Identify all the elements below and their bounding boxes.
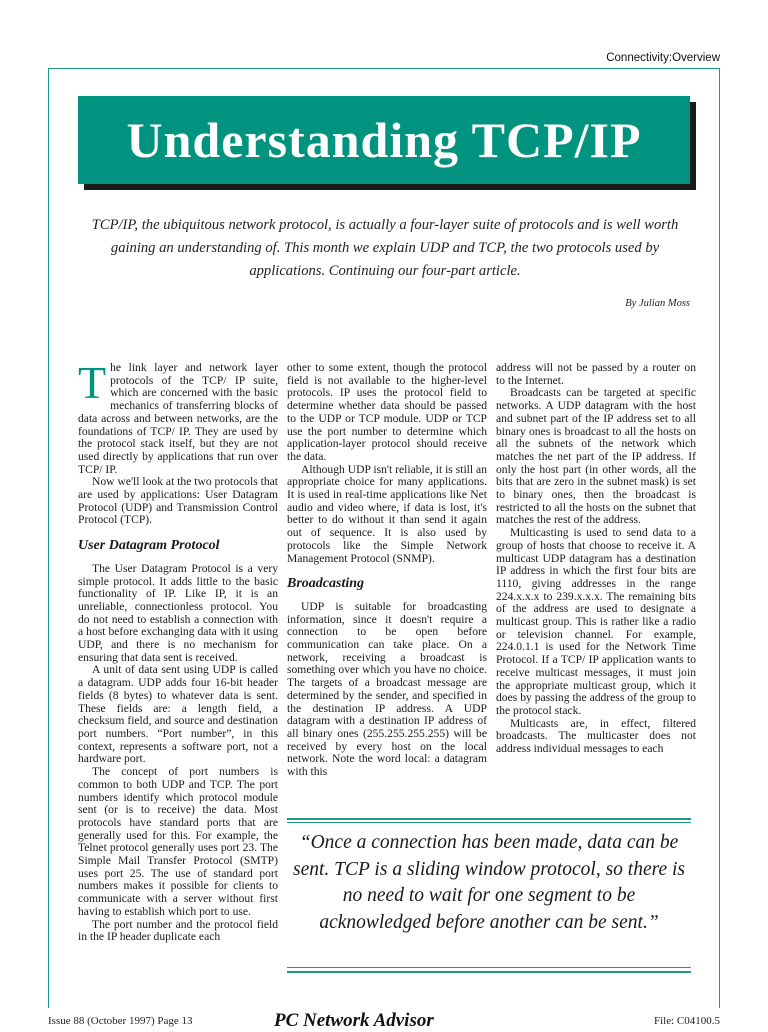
paragraph: Multicasts are, in effect, filtered broadcasts. The multicaster does not address individual messages to each <box>496 716 696 756</box>
title-banner <box>78 96 690 184</box>
footer-file: File: C04100.5 <box>653 1015 720 1027</box>
paragraph: The User Datagram Protocol is a very simple protocol. It adds little to the basic functionality of IP. Like IP, it is an unreliable, connectionless protocol. You do not need to establish a connection with a host before exchanging data with it using UDP, and there is no mechanism for ensuring that data sent is received. <box>78 561 278 664</box>
column-1 <box>78 357 278 944</box>
column-3 <box>496 362 696 756</box>
pull-quote: “Once a connection has been made, data can be sent. TCP is a sliding window protocol, so there is no need to wait for one segment to be acknowledged before another can be sent.” <box>292 832 686 933</box>
column-2 <box>287 362 487 779</box>
quote-rule-top <box>287 818 691 820</box>
quote-rule-bottom-thin <box>287 967 691 968</box>
article-title: Understanding TCP/IP <box>126 112 642 168</box>
quote-rule-top-thin <box>287 822 691 823</box>
paragraph: The link layer and network layer protocols of the TCP/ IP suite, which are concerned with the basic mechanics of transferring blocks of data across and between networks, are the foundations of TCP/ IP. They are used by the protocol stack itself, but they are not used directly by applications that run over TCP/ IP. <box>78 357 278 476</box>
paragraph: A unit of data sent using UDP is called a datagram. UDP adds four 16-bit header fields (8 bytes) to whatever data is sent. These fields are: a length field, a checksum field, and source and destination port numbers. “Port number”, in this context, represents a software port, not a hardware port. <box>78 663 278 766</box>
paragraph: Now we'll look at the two protocols that are used by applications: User Datagram Protocol (UDP) and Transmission Control Protocol (TCP). <box>78 475 278 527</box>
article-intro: TCP/IP, the ubiquitous network protocol, is actually a four-layer suite of protocols and is well worth gaining an understanding of. This month we explain UDP and TCP, the two protocols used by applications. Continuing our four-part article. <box>91 217 679 279</box>
section-heading: User Datagram Protocol <box>78 538 220 554</box>
paragraph: Although UDP isn't reliable, it is still an appropriate choice for many applications. It is used in real-time applications like Net audio and video where, if data is lost, it's better to do without it than send it again out of sequence. It is also used by protocols like the Simple Network Management Protocol (SNMP). <box>287 462 487 565</box>
byline: By Julian Moss <box>625 298 690 309</box>
section-label: Connectivity:Overview <box>606 52 720 64</box>
paragraph: UDP is suitable for broadcasting information, since it doesn't require a connection to be open before communication can take place. On a network, receiving a broadcast is something over which you have no choice. The targets of a broadcast message are determined by the sender, and specified in the destination IP address. A UDP datagram with a destination IP address of all binary ones (255.255.255.255) will be received by every host on the local network. Note the word local: a datagram with this <box>287 599 487 779</box>
footer-issue: Issue 88 (October 1997) Page 13 <box>48 1015 193 1027</box>
quote-rule-bottom <box>287 971 691 973</box>
paragraph: The concept of port numbers is common to both UDP and TCP. The port numbers identify which protocol module sent (or is to receive) the data. Most protocols have standard ports that are generally used for this. For example, the Telnet protocol generally uses port 23. The Simple Mail Transfer Protocol (SMTP) uses port 25. The use of standard port numbers makes it possible for clients to communicate with a server without first having to establish which port to use. <box>78 765 278 918</box>
paragraph: Multicasting is used to send data to a group of hosts that choose to receive it. A multicast UDP datagram has a destination IP address in which the first four bits are 1110, giving addresses in the range 224.x.x.x to 239.x.x.x. The remaining bits of the address are used to designate a multicast group. This is rather like a radio or television channel. For example, 224.0.1.1 is used for the Network Time Protocol. If a TCP/ IP application wants to receive multicast messages, it must join the appropriate multicast group, which it does by passing the address of the group to the protocol stack. <box>496 526 696 717</box>
paragraph: Broadcasts can be targeted at specific networks. A UDP datagram with the host and subnet part of the IP address set to all binary ones is broadcast to all the hosts on all the subnets of the network which matches the net part of the IP address. If only the host part (in other words, all the bits that are zero in the subnet mask) is set to binary ones, then the broadcast is restricted to all the hosts on the subnet that matches the rest of the address. <box>496 386 696 527</box>
section-heading: Broadcasting <box>287 576 365 592</box>
paragraph: other to some extent, though the protocol field is not available to the higher-level protocols. IP uses the protocol field to determine whether data should be passed to the UDP or TCP module. UDP or TCP use the port number to determine which application-layer protocol should receive the data. <box>287 361 487 463</box>
paragraph: address will not be passed by a router on to the Internet. <box>496 361 696 387</box>
paragraph: The port number and the protocol field in the IP header duplicate each <box>78 917 278 944</box>
drop-cap: T <box>78 357 107 408</box>
footer-publication: PC Network Advisor <box>274 1010 434 1031</box>
